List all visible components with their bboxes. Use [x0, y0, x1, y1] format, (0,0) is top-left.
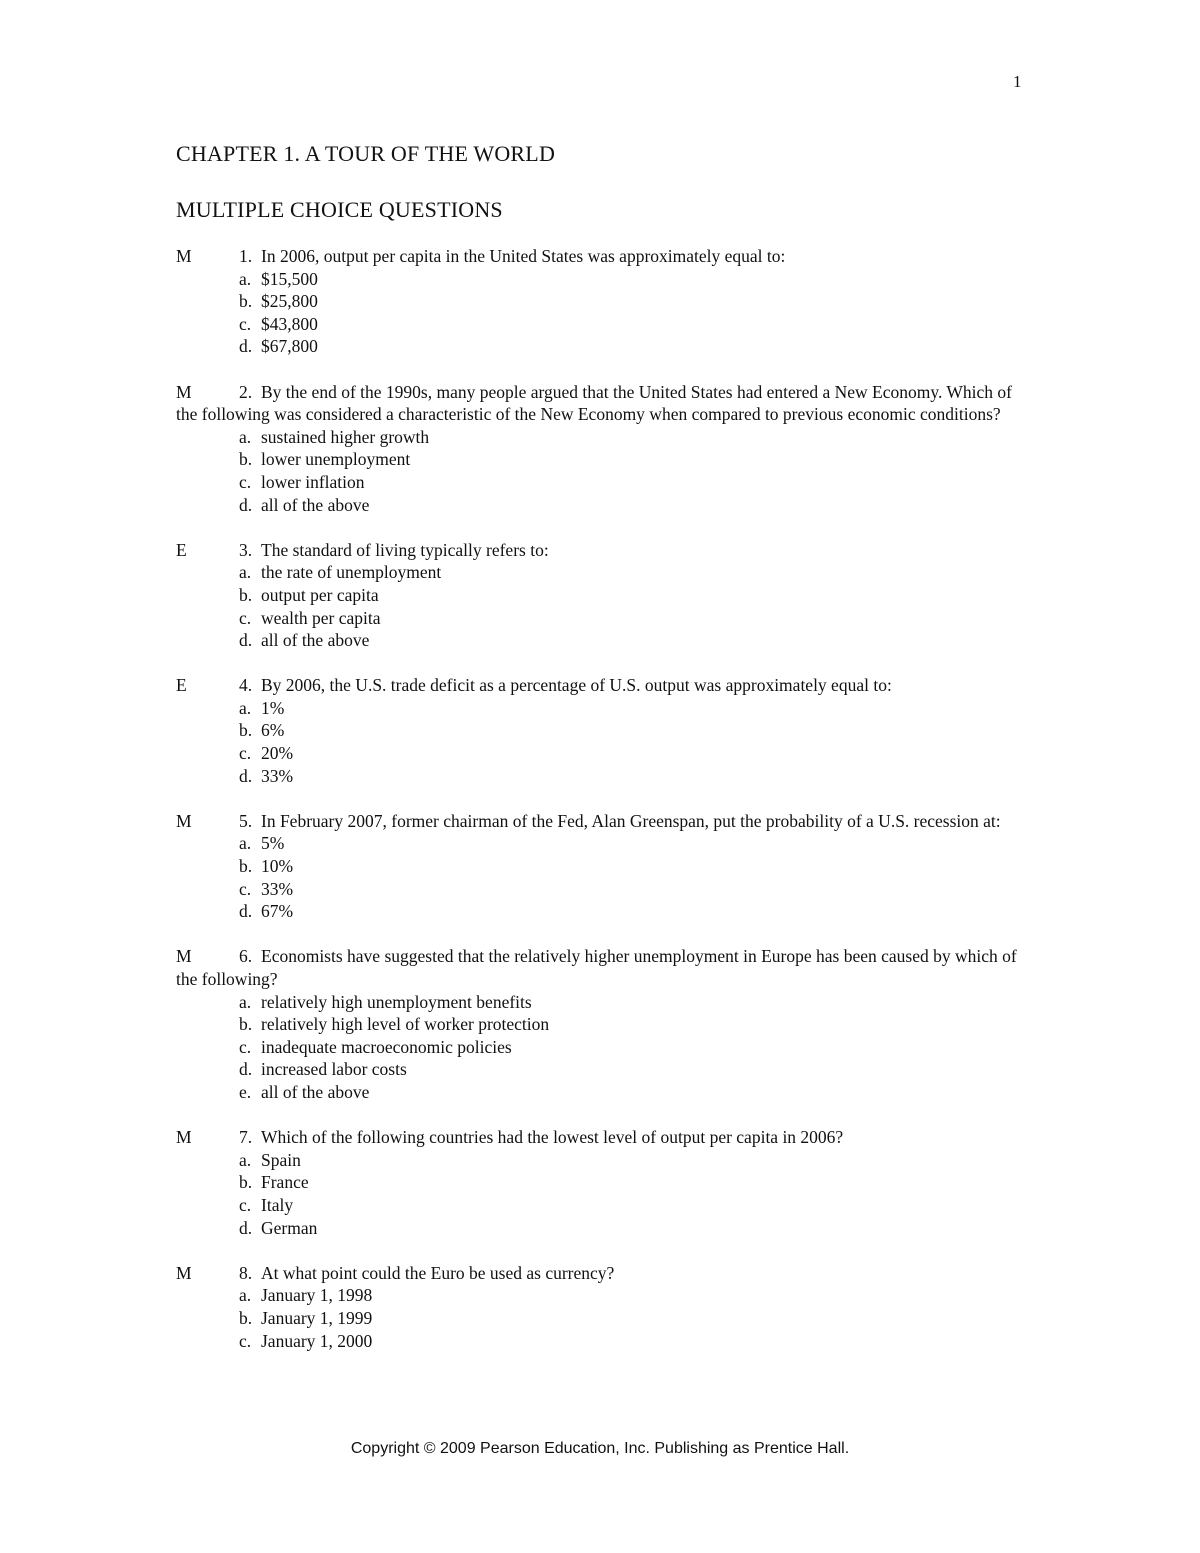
- question-text: The standard of living typically refers to:: [261, 539, 549, 560]
- option-text: Spain: [261, 1149, 301, 1170]
- option-text: January 1, 1999: [261, 1307, 373, 1328]
- option-text: January 1, 1998: [261, 1285, 373, 1306]
- option-text: 1%: [261, 697, 285, 718]
- difficulty-level: M: [176, 246, 192, 266]
- option-text: the rate of unemployment: [261, 562, 442, 583]
- question-6: [176, 945, 1026, 1103]
- option-letter: a.: [239, 1285, 252, 1306]
- option-letter: a.: [239, 833, 252, 854]
- option-text: 10%: [261, 856, 294, 877]
- option-letter: a.: [239, 697, 252, 718]
- answer-option: [176, 1307, 1026, 1330]
- question-1: [176, 245, 1026, 358]
- answer-option: [176, 1058, 1026, 1081]
- question-4: [176, 674, 1026, 787]
- option-letter: c.: [239, 743, 252, 764]
- section-title: MULTIPLE CHOICE QUESTIONS: [176, 197, 503, 222]
- question-number: 5.: [239, 810, 253, 831]
- question-3: [176, 539, 1026, 652]
- option-text: output per capita: [261, 584, 379, 605]
- difficulty-level: M: [176, 1262, 192, 1283]
- answer-option: [176, 1036, 1026, 1059]
- difficulty-level: M: [176, 381, 192, 402]
- answer-option: [176, 448, 1026, 471]
- question-text: By 2006, the U.S. trade deficit as a percentage of U.S. output was approximately equal to:: [261, 675, 892, 696]
- option-letter: b.: [239, 1307, 253, 1328]
- option-letter: d.: [239, 494, 253, 515]
- question-text: By the end of the 1990s, many people argued that the United States had entered a New Economy. Which of the following was considered a characteristic of the New Economy when compared to previous economic conditions?: [176, 381, 1012, 425]
- option-text: $25,800: [261, 291, 318, 312]
- answer-option: [176, 991, 1026, 1014]
- option-text: $67,800: [261, 336, 318, 357]
- difficulty-level: M: [176, 946, 192, 967]
- question-number: 8.: [239, 1262, 253, 1283]
- question-8: [176, 1262, 1026, 1352]
- option-letter: a.: [239, 1149, 252, 1170]
- option-text: Italy: [261, 1194, 294, 1215]
- question-5: [176, 810, 1026, 923]
- option-text: relatively high unemployment benefits: [261, 991, 532, 1012]
- answer-option: [176, 335, 1026, 358]
- answer-options: [176, 1149, 1026, 1239]
- answer-option: [176, 584, 1026, 607]
- option-text: 33%: [261, 878, 294, 899]
- option-text: 33%: [261, 765, 294, 786]
- question-stem: [176, 245, 1026, 268]
- option-letter: b.: [239, 449, 253, 470]
- option-text: January 1, 2000: [261, 1330, 373, 1351]
- option-text: 20%: [261, 743, 294, 764]
- option-letter: d.: [239, 1059, 253, 1080]
- answer-options: [176, 697, 1026, 787]
- answer-option: [176, 1149, 1026, 1172]
- option-letter: d.: [239, 630, 253, 651]
- answer-option: [176, 629, 1026, 652]
- option-letter: d.: [239, 901, 253, 922]
- difficulty-level: M: [176, 1127, 192, 1148]
- question-text: At what point could the Euro be used as currency?: [261, 1262, 615, 1283]
- question-number: 2.: [239, 381, 253, 402]
- answer-options: [176, 991, 1026, 1104]
- answer-option: [176, 426, 1026, 449]
- answer-option: [176, 1171, 1026, 1194]
- option-letter: a.: [239, 562, 252, 583]
- option-letter: b.: [239, 1014, 253, 1035]
- option-letter: a.: [239, 426, 252, 447]
- option-letter: c.: [239, 607, 252, 628]
- question-text: In February 2007, former chairman of the Fed, Alan Greenspan, put the probability of a U.S. recession at:: [261, 810, 1001, 831]
- option-text: wealth per capita: [261, 607, 381, 628]
- answer-option: [176, 719, 1026, 742]
- difficulty-level: E: [176, 675, 187, 696]
- difficulty-level: E: [176, 539, 187, 560]
- question-2: [176, 381, 1026, 517]
- question-number: 7.: [239, 1127, 253, 1148]
- option-text: all of the above: [261, 1081, 370, 1102]
- option-letter: c.: [239, 471, 252, 492]
- answer-option: [176, 1081, 1026, 1104]
- answer-option: [176, 900, 1026, 923]
- option-letter: c.: [239, 1330, 252, 1351]
- question-stem: [176, 945, 1026, 990]
- answer-option: [176, 1194, 1026, 1217]
- answer-options: [176, 832, 1026, 922]
- option-text: France: [261, 1172, 309, 1193]
- answer-options: [176, 1284, 1026, 1352]
- option-letter: b.: [239, 856, 253, 877]
- option-letter: c.: [239, 1036, 252, 1057]
- option-letter: b.: [239, 1172, 253, 1193]
- option-letter: d.: [239, 765, 253, 786]
- option-text: 67%: [261, 901, 294, 922]
- question-text: Which of the following countries had the lowest level of output per capita in 2006?: [261, 1127, 844, 1148]
- option-text: lower unemployment: [261, 449, 411, 470]
- option-letter: b.: [239, 584, 253, 605]
- answer-option: [176, 855, 1026, 878]
- answer-option: [176, 697, 1026, 720]
- answer-option: [176, 268, 1026, 291]
- answer-option: [176, 494, 1026, 517]
- option-letter: c.: [239, 878, 252, 899]
- question-number: 4.: [239, 675, 253, 696]
- option-text: relatively high level of worker protection: [261, 1014, 550, 1035]
- question-stem: [176, 810, 1026, 833]
- answer-option: [176, 313, 1026, 336]
- option-letter: a.: [239, 991, 252, 1012]
- option-text: 5%: [261, 833, 285, 854]
- question-stem: [176, 1262, 1026, 1285]
- chapter-title: CHAPTER 1. A TOUR OF THE WORLD: [176, 141, 556, 166]
- option-letter: d.: [239, 336, 253, 357]
- answer-option: [176, 471, 1026, 494]
- question-stem: [176, 381, 1026, 426]
- answer-option: [176, 832, 1026, 855]
- option-letter: a.: [239, 268, 252, 289]
- option-letter: b.: [239, 720, 253, 741]
- option-text: 6%: [261, 720, 285, 741]
- option-text: lower inflation: [261, 471, 365, 492]
- option-text: $43,800: [261, 313, 318, 334]
- answer-options: [176, 561, 1026, 651]
- option-text: German: [261, 1217, 318, 1238]
- copyright-footer: Copyright © 2009 Pearson Education, Inc. Publishing as Prentice Hall.: [350, 1440, 850, 1457]
- answer-options: [176, 426, 1026, 516]
- question-7: [176, 1126, 1026, 1239]
- answer-options: [176, 268, 1026, 358]
- option-text: sustained higher growth: [261, 426, 430, 447]
- answer-option: [176, 607, 1026, 630]
- question-stem: [176, 674, 1026, 697]
- answer-option: [176, 878, 1026, 901]
- answer-option: [176, 765, 1026, 788]
- answer-option: [176, 1284, 1026, 1307]
- answer-option: [176, 1330, 1026, 1353]
- option-text: all of the above: [261, 630, 370, 651]
- question-stem: [176, 1126, 1026, 1149]
- option-letter: e.: [239, 1081, 252, 1102]
- answer-option: [176, 1217, 1026, 1240]
- question-number: 3.: [239, 539, 253, 560]
- question-number: 1.: [239, 246, 253, 266]
- answer-option: [176, 290, 1026, 313]
- option-text: $15,500: [261, 268, 318, 289]
- question-list: [176, 245, 1026, 1375]
- option-text: all of the above: [261, 494, 370, 515]
- difficulty-level: M: [176, 810, 192, 831]
- option-letter: b.: [239, 291, 253, 312]
- question-stem: [176, 539, 1026, 562]
- option-letter: c.: [239, 1194, 252, 1215]
- option-letter: c.: [239, 313, 252, 334]
- option-text: inadequate macroeconomic policies: [261, 1036, 512, 1057]
- option-text: increased labor costs: [261, 1059, 407, 1080]
- option-letter: d.: [239, 1217, 253, 1238]
- page-number: 1: [1013, 72, 1022, 91]
- question-text: Economists have suggested that the relatively higher unemployment in Europe has been caused by which of the following?: [176, 946, 1017, 989]
- answer-option: [176, 742, 1026, 765]
- answer-option: [176, 1013, 1026, 1036]
- answer-option: [176, 561, 1026, 584]
- question-text: In 2006, output per capita in the United States was approximately equal to:: [261, 246, 786, 266]
- question-number: 6.: [239, 946, 253, 967]
